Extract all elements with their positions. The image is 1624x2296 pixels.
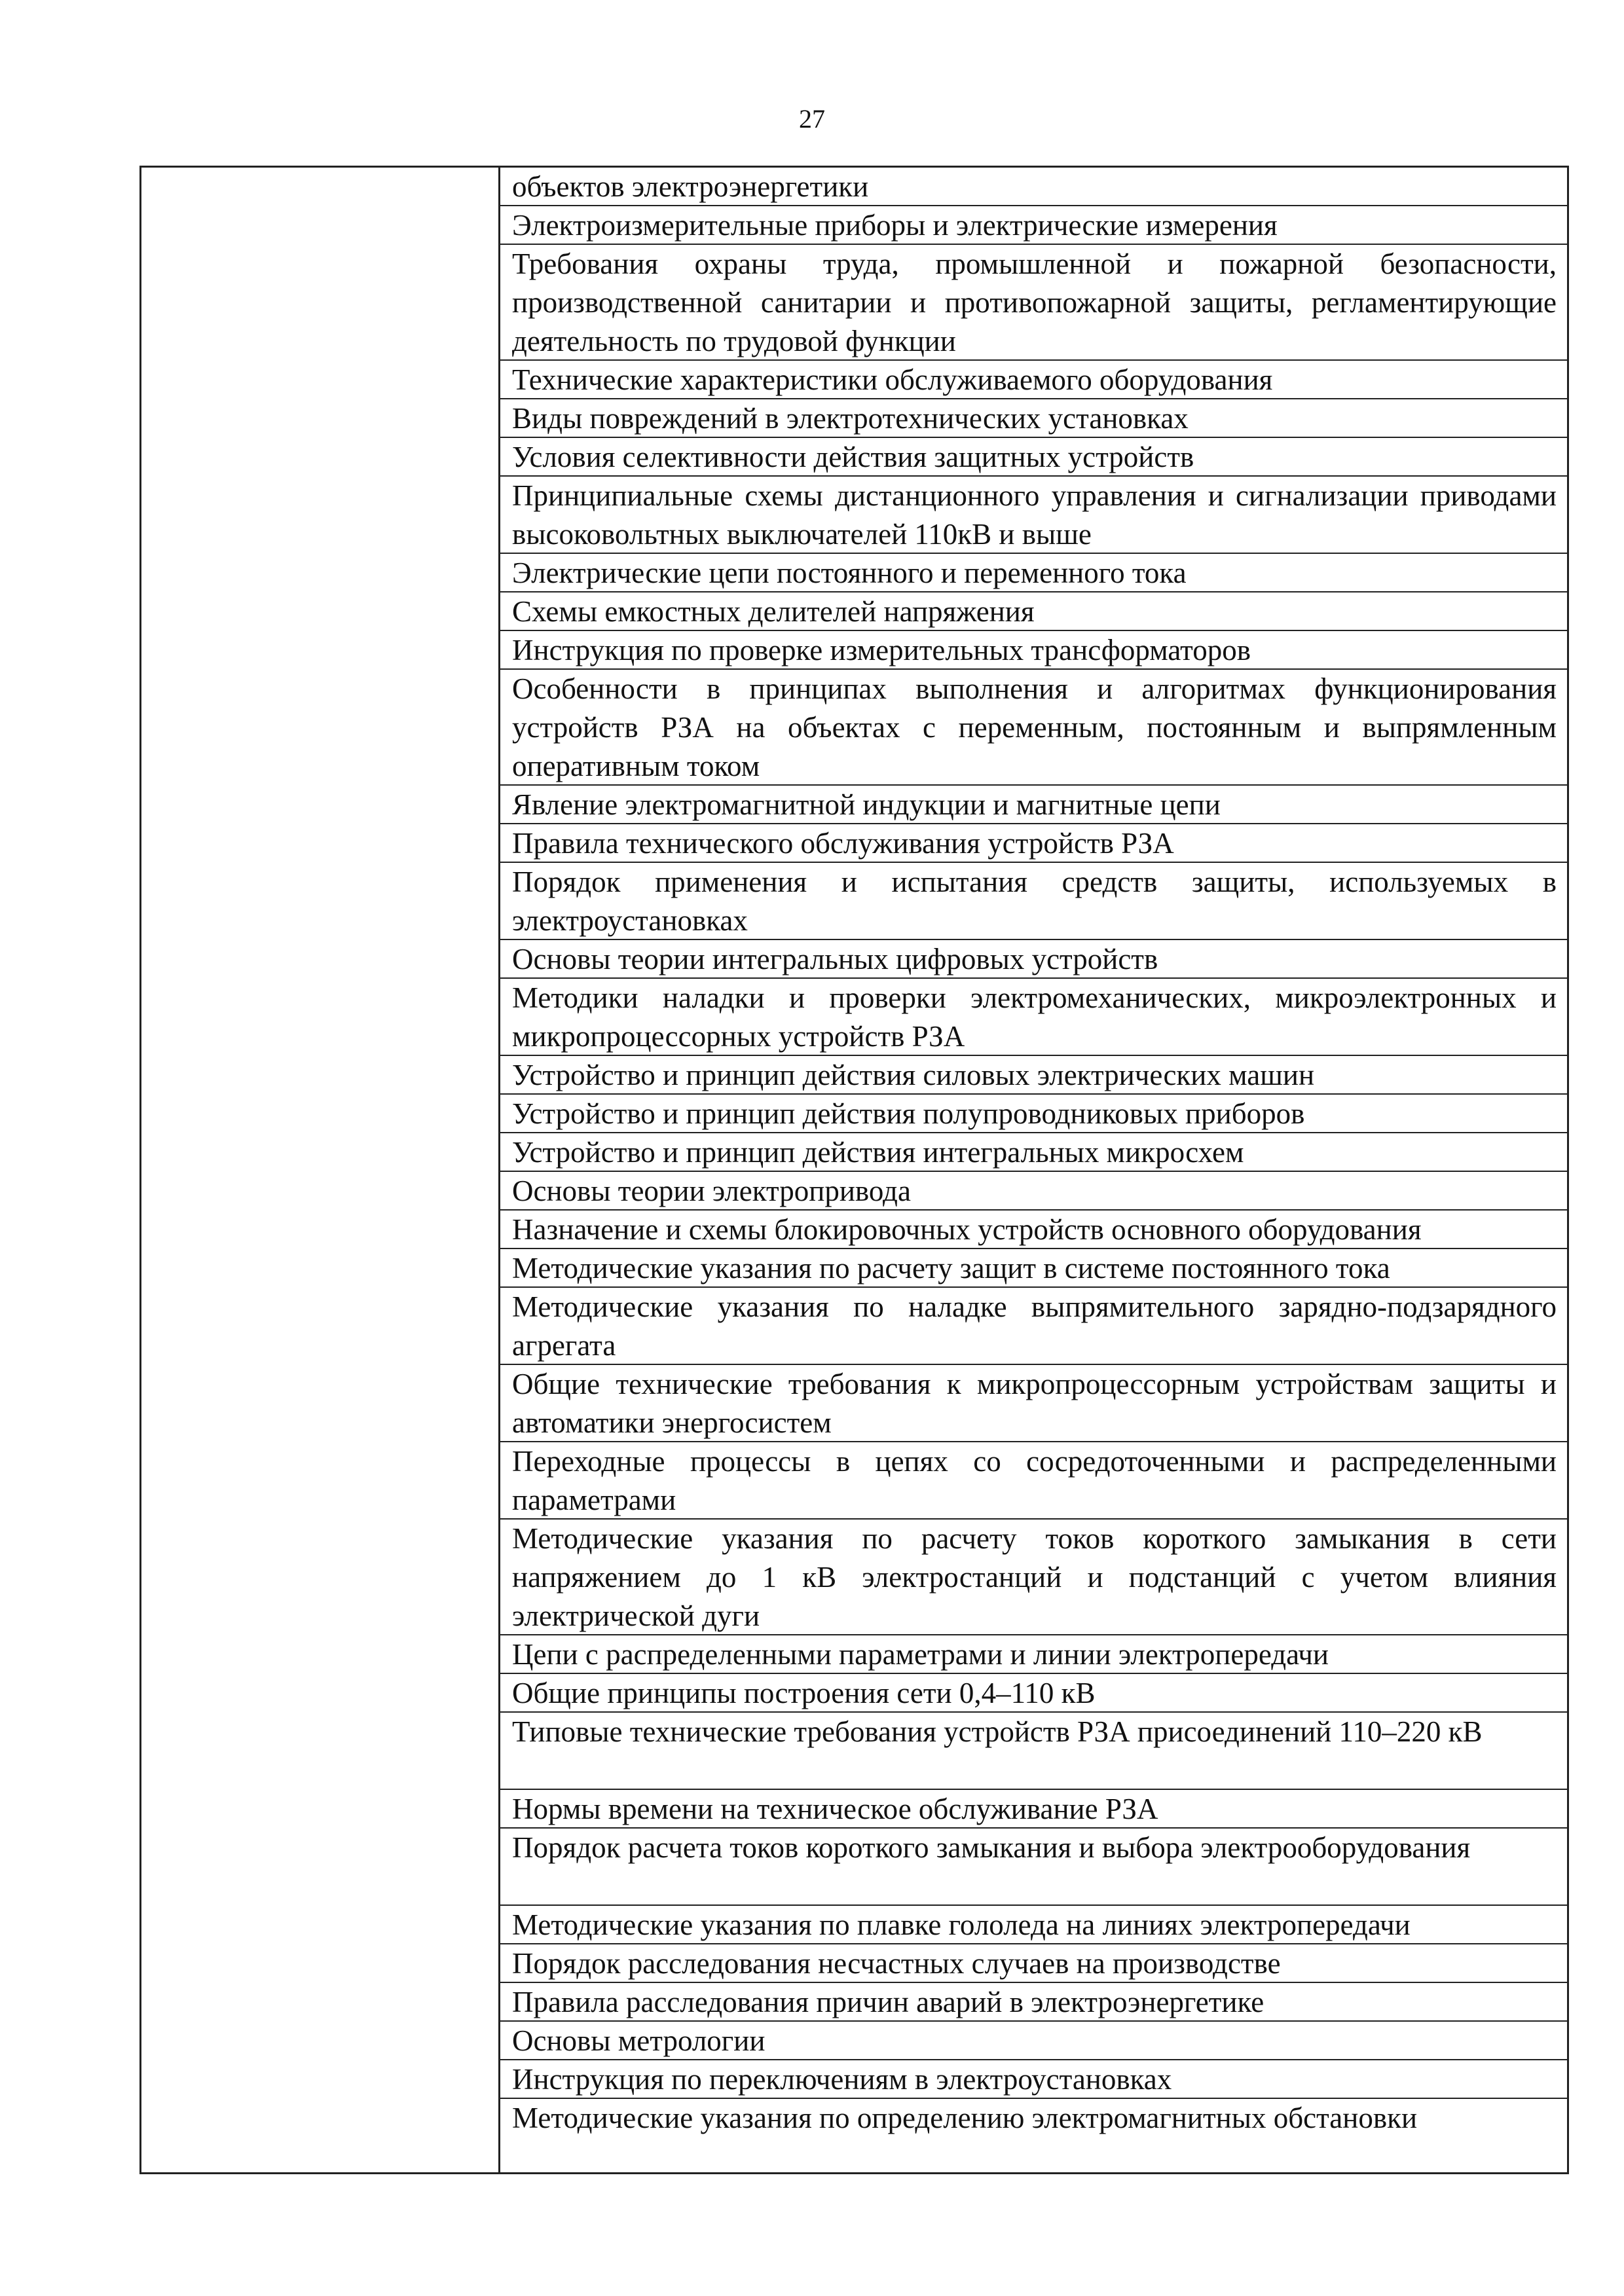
table-row: Методики наладки и проверки электромеханических, микроэлектронных и микропроцессорных устройств РЗА [500, 979, 1567, 1056]
table-row: объектов электроэнергетики [500, 168, 1567, 206]
table-row: Виды повреждений в электротехнических установках [500, 399, 1567, 438]
table-row: Порядок расследования несчастных случаев на производстве [500, 1944, 1567, 1983]
table-row: Технические характеристики обслуживаемого оборудования [500, 361, 1567, 399]
table-row: Общие технические требования к микропроцессорным устройствам защиты и автоматики энергосистем [500, 1365, 1567, 1442]
table-row: Основы теории электропривода [500, 1172, 1567, 1211]
table-row: Общие принципы построения сети 0,4–110 кВ [500, 1674, 1567, 1713]
table-row: Особенности в принципах выполнения и алгоритмах функционирования устройств РЗА на объектах с переменным, постоянным и выпрямленным оперативным током [500, 670, 1567, 786]
table-row: Порядок расчета токов короткого замыкания и выбора электрооборудования [500, 1829, 1567, 1906]
table-row: Методические указания по определению электромагнитных обстановки [512, 2102, 1418, 2134]
table-row: Нормы времени на техническое обслуживание РЗА [500, 1790, 1567, 1829]
left-column-cell [141, 168, 500, 2172]
table-row: Электроизмерительные приборы и электрические измерения [500, 206, 1567, 245]
table-row: Методические указания по расчету защит в системе постоянного тока [500, 1249, 1567, 1288]
table-row: Порядок применения и испытания средств защиты, используемых в электроустановках [500, 863, 1567, 940]
right-column [500, 168, 1567, 2172]
table-row: Назначение и схемы блокировочных устройств основного оборудования [500, 1211, 1567, 1249]
table-row: Электрические цепи постоянного и переменного тока [500, 554, 1567, 592]
table-row: Устройство и принцип действия интегральных микросхем [500, 1133, 1567, 1172]
table-row: Типовые технические требования устройств РЗА присоединений 110–220 кВ [500, 1713, 1567, 1790]
table-row: Цепи с распределенными параметрами и линии электропередачи [500, 1635, 1567, 1674]
table-row: Принципиальные схемы дистанционного управления и сигнализации приводами высоковольтных выключателей 110кВ и выше [500, 477, 1567, 554]
table-row: Инструкция по проверке измерительных трансформаторов [500, 631, 1567, 670]
table-row: Основы метрологии [500, 2022, 1567, 2060]
table-row: Основы теории интегральных цифровых устройств [500, 940, 1567, 979]
page-number: 27 [799, 104, 825, 134]
requirements-table [139, 166, 1569, 2174]
table-row: Инструкция по переключениям в электроустановках [500, 2060, 1567, 2099]
table-row: Требования охраны труда, промышленной и пожарной безопасности, производственной санитарии и противопожарной защиты, регламентирующие деятельность по трудовой функции [500, 245, 1567, 361]
table-row: Методические указания по наладке выпрямительного зарядно-подзарядного агрегата [500, 1288, 1567, 1365]
table-row: Правила расследования причин аварий в электроэнергетике [500, 1983, 1567, 2022]
table-row: Условия селективности действия защитных устройств [500, 438, 1567, 477]
table-row: Методические указания по плавке гололеда на линиях электропередачи [500, 1906, 1567, 1944]
table-row: Устройство и принцип действия полупроводниковых приборов [500, 1095, 1567, 1133]
table-row: Схемы емкостных делителей напряжения [500, 592, 1567, 631]
table-row: Устройство и принцип действия силовых электрических машин [500, 1056, 1567, 1095]
table-row: Правила технического обслуживания устройств РЗА [500, 824, 1567, 863]
table-row: Переходные процессы в цепях со сосредоточенными и распределенными параметрами [500, 1442, 1567, 1520]
table-row: Явление электромагнитной индукции и магнитные цепи [500, 786, 1567, 824]
table-row: Методические указания по расчету токов короткого замыкания в сети напряжением до 1 кВ электростанций и подстанций с учетом влияния электрической дуги [500, 1520, 1567, 1635]
